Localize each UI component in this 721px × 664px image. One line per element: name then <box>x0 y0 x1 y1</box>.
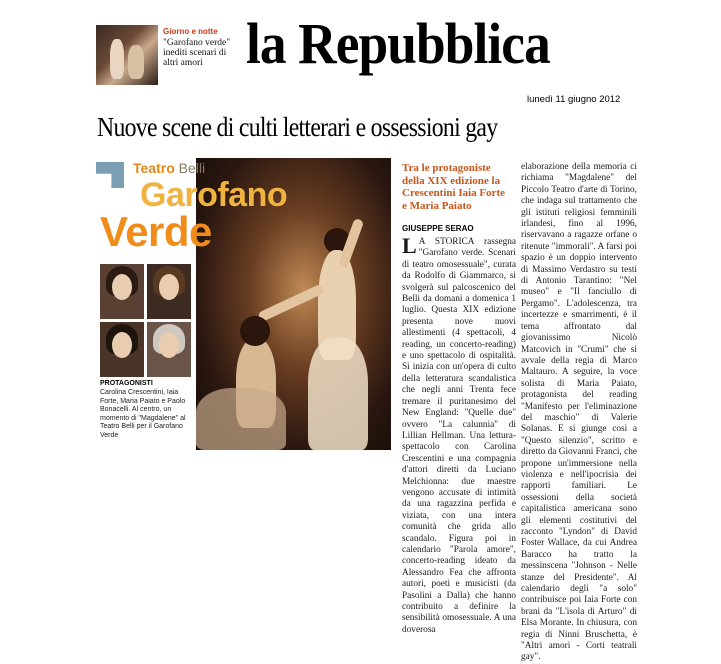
article-column-1 <box>402 233 516 635</box>
teatro-label <box>133 160 205 176</box>
caption-title: PROTAGONISTI <box>100 380 153 387</box>
photo-caption: Carolina Crescentini, Iaia Forte, Maria Paiato e Paolo Bonacelli. Al centro, un momento di "Magdalene" al Teatro Belli per il Garofano Verde <box>100 389 186 439</box>
article-column-2 <box>521 162 637 663</box>
portrait-forte <box>147 264 191 319</box>
promo-text: "Garofano verde" inediti scenari di altri amori <box>163 38 231 68</box>
column-1-text: A STORICA rassegna "Garofano verde. Scenari di teatro omosessuale", curata da Rodolfo di Giammarco, si svolgerà sul palcoscenico del Belli da domani a domenica 1 luglio. Questa XIX edizione presenta nove nuovi allestimenti (4 spettacoli, 4 reading, un concerto-reading) e uno spettacolo di ospitalità. Si inizia con un'opera di culto della letteratura scandalistica che negli anni Trenta fece tremare il puritanesimo del New England: "Quelle due" ovvero "La calunnia" di Lillian Hellman. Una lettura-spettacolo con Carolina Crescentini e una compagnia d'attori diretti da Luciano Melchionna: due maestre vengono accusate di intimità da una ragazzina perfida e viziata, con una intera comunità che grida allo scandalo. Figura poi in calendario "Parola amore", concerto-reading ideato da Alessandro Fea che affronta autori, poeti e musicisti (da Pasolini a Dalla) che hanno contribuito a definire la sensibilità omosessuale. A una doverosa <box>402 237 516 635</box>
article-subhead: Tra le protagoniste della XIX edizione la Crescentini Iaia Forte e Maria Paiato <box>402 162 506 212</box>
promo-kicker: Giorno e notte <box>163 27 218 36</box>
article-byline: GIUSEPPE SERAO <box>402 224 474 233</box>
portrait-bonacelli <box>147 322 191 377</box>
masthead-logo: la Repubblica <box>246 11 550 76</box>
portrait-crescentini <box>100 264 144 319</box>
teatro-prefix: Teatro <box>133 160 175 176</box>
portrait-paiato <box>100 322 144 377</box>
teatro-name: Belli <box>178 160 206 176</box>
drop-cap: L <box>402 233 417 258</box>
festival-title-line2: Verde <box>100 208 212 255</box>
column-2-text: elaborazione della memoria ci richiama "Magdalene" del Piccolo Teatro d'arte di Torino, che indaga sul trattamento che gli istituti religiosi femminili irlandesi, fino al 1996, riservavano a ragazze orfane o ritenute "immorali". A farsi poi spazio è un doppio intervento di Massimo Verdastro su testi di Antonio Tarantino: "Nel museo" e "Il fanciullo di Pergamo". L'adolescenza, tra incertezze e smarrimenti, è il tema affrontato dal giovanissimo Nicolò Matcovich in "Crumi" che si avvale della regia di Marco Maltauro. A seguire, la voce solista di Maria Paiato, protagonista del reading "Manifesto per l'eliminazione del maschio" di Valerie Solanas. E si giunge così a "Questo silenzio", scritto e diretto da Giovanni Franci, che propone un'immersione nella violenza e nell'ipocrisia dei rapporti familiari. Le ossessioni della società capitalistica americana sono gli elementi costitutivi del racconto "Lyndon" di David Foster Wallace, da cui Andrea Baracco ha tratto la messinscena "Johnson - Nelle stanze del Presidente". Al calendario degli "a solo" contribuisce poi Iaia Forte con brani da "L'isola di Arturo" di Elsa Morante. In chiusura, con regia di Ninni Bruschetta, è "Altri amori - Corti teatrali gay". <box>521 162 637 663</box>
promo-photo <box>96 25 158 85</box>
page-headline: Nuove scene di culti letterari e ossessioni gay <box>97 112 498 142</box>
portraits-grid <box>100 264 192 378</box>
issue-date: lunedì 11 giugno 2012 <box>527 94 621 105</box>
festival-title-line1: Garofano <box>140 176 288 214</box>
